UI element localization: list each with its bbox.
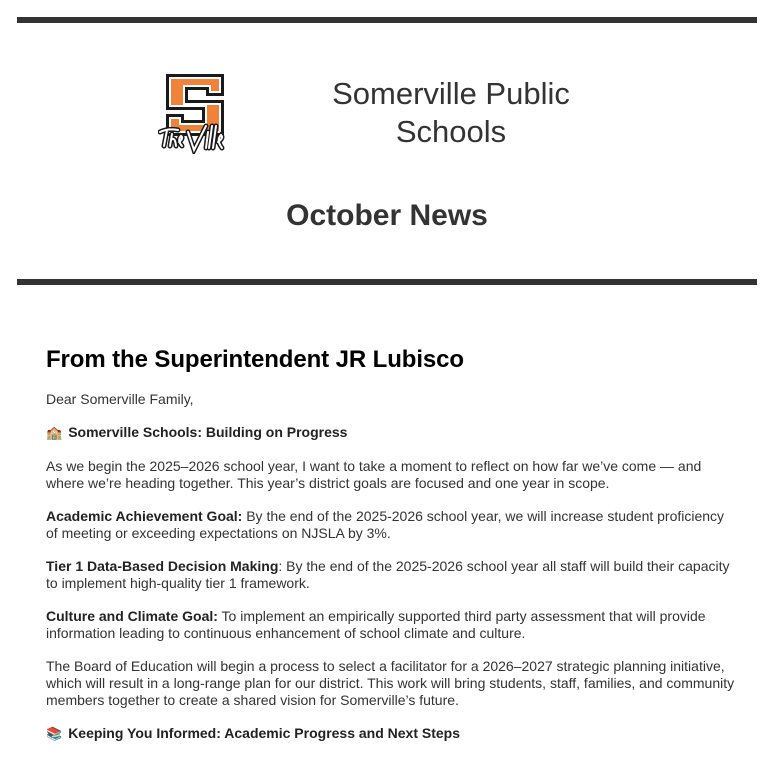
intro-paragraph: As we begin the 2025–2026 school year, I want to take a moment to reflect on how far we’ve come — and where we’re heading together. This year’s district goals are focused and one year in scope. [46,458,702,491]
school-name-line1: Somerville Public [332,76,570,111]
header-top-divider [17,17,757,23]
superintendent-article [46,345,736,759]
goal-culture-climate [46,608,736,642]
section-heading: From the Superintendent JR Lubisco [46,346,464,373]
goal-label: Culture and Climate Goal: [46,608,218,624]
goal-text: To implement an empirically supported third party assessment that will provide information leading to continuous enhancement of school climate and culture. [46,608,706,641]
school-building-icon: 🏫 [46,425,63,440]
newsletter-header [17,17,757,285]
issue-title: October News [286,199,488,232]
greeting: Dear Somerville Family, [46,391,194,407]
board-paragraph: The Board of Education will begin a process to select a facilitator for a 2026–2027 strategic planning initiative, which will result in a long-range plan for our district. This work will bring students, staff, families, and community members together to create a shared vision for Somerville’s future. [46,658,735,708]
goal-text: : By the end of the 2025-2026 school year all staff will build their capacity to implement high-quality tier 1 framework. [46,558,730,591]
school-name [297,75,605,151]
subheading-building-on-progress [46,424,736,441]
goal-tier1-data [46,558,736,592]
school-name-line2: Schools [395,114,507,149]
header-bottom-divider [17,279,757,285]
goal-text: By the end of the 2025-2026 school year, we will increase student proficiency of meeting or exceeding expectations on NJSLA by 3%. [46,508,725,541]
subheading-text: Somerville Schools: Building on Progress [68,424,348,440]
somerville-logo-icon [158,70,234,154]
goal-label: Academic Achievement Goal: [46,508,243,524]
subheading-text: Keeping You Informed: Academic Progress and Next Steps [68,725,461,741]
goal-label: Tier 1 Data-Based Decision Making [46,558,279,574]
goal-academic-achievement [46,508,736,542]
subheading-keeping-you-informed [46,725,736,742]
books-icon: 📚 [46,726,63,741]
